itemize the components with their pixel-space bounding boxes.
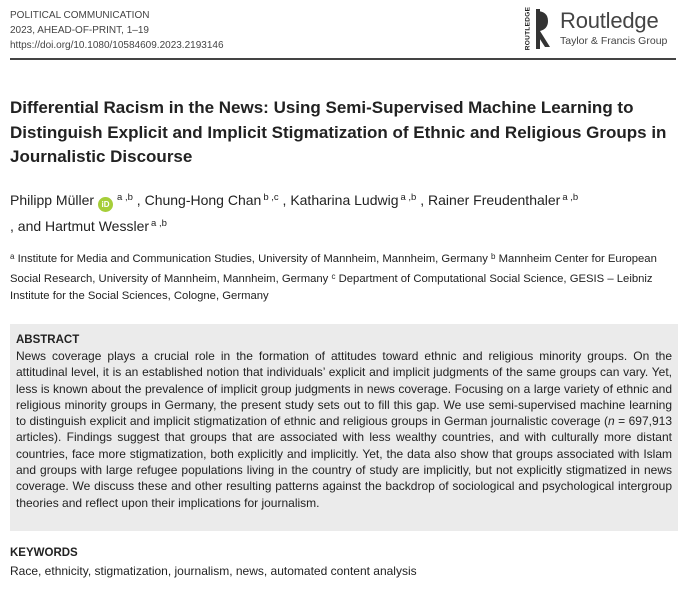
affiliation-a: Institute for Media and Communication Studies, University of Mannheim, Mannheim, Germany [17,253,488,265]
journal-info [10,8,224,53]
keywords-list: Race, ethnicity, stigmatization, journalism, news, automated content analysis [10,564,417,578]
author-name[interactable]: Hartmut Wessler [45,218,150,234]
author-affil-marks: a ,b [400,192,417,203]
affiliation-c: Department of Computational Social Science, GESIS – Leibniz Institute for the Social Sciences, Cologne, Germany [10,273,653,302]
keywords-heading: KEYWORDS [10,547,78,559]
affiliations: $^a$ Institute for Media and Communication Studies, University of Mannheim, Mannheim, Germany $^b$ Mannheim Center for European Social Research, University of Mannheim, Mannheim, Germany $^c$ Department of Computational Social Science, GESIS – Leibniz Institute for the Social Sciences, Cologne, Germany [10,252,657,302]
author-name[interactable]: Philipp Müller [10,192,95,208]
keywords-section [10,545,417,578]
journal-name: POLITICAL COMMUNICATION [10,10,150,21]
article-title: Differential Racism in the News: Using Semi-Supervised Machine Learning to Distinguish Explicit and Implicit Stigmatization of Ethnic and Religious Groups in Journalistic Discourse [10,98,667,166]
author-name[interactable]: Chung-Hong Chan [144,192,262,208]
author-name[interactable]: Rainer Freudenthaler [428,192,561,208]
routledge-logo-mark [532,7,554,52]
orcid-icon[interactable]: iD [98,197,113,212]
affiliation-b: Mannheim Center for European Social Research, University of Mannheim, Mannheim, Germany [10,253,657,285]
abstract-box [10,324,678,531]
publisher-brand: Routledge [560,8,659,33]
author-list: Philipp Müller iD$^{a ,b}$ , Chung-Hong Chan $^{b ,c}$ , Katharina Ludwig $^{a ,b}$ , Rainer Freudenthaler $^{a ,b}$ , and Hartmut Wessler $^{a ,b}$ [10,192,579,234]
journal-issue: 2023, AHEAD-OF-PRINT, 1–19 [10,25,149,36]
author-affil-marks: b ,c [263,192,279,203]
abstract-text: News coverage plays a crucial role in the formation of attitudes toward ethnic and religious minority groups. On the attitudinal level, it is an established notion that individuals’ explicit and implicit judgments of the same groups can vary. Yet, less is known about the prevalence of implicit group judgments in news coverage. Focusing on a large variety of ethnic and religious minority groups in Germany, the present study sets out to fill this gap. We use semi-supervised machine learning to distinguish explicit and implicit stigmatization of ethnic and religious groups in German journalistic coverage (n = 697,913 articles). Findings suggest that groups that are associated with less wealthy countries, and with culturally more distant countries, face more stigmatization, both explicitly and implicitly. Yet, the data also show that groups associated with Islam and groups with large refugee populations living in the country of study are implicitly, but not explicitly stigmatized in news coverage. We discuss these and other resulting patterns against the backdrop of sociological and psychological intergroup theories and reflect upon their implications for journalism. [16,349,673,510]
routledge-logo [522,7,682,52]
header-divider [10,58,676,60]
author-affil-marks: a ,b [562,192,579,203]
logo-vertical-text: ROUTLEDGE [524,6,532,51]
abstract-heading: ABSTRACT [16,334,80,346]
author-name[interactable]: Katharina Ludwig [290,192,399,208]
publisher-subtitle: Taylor & Francis Group [560,35,668,47]
doi-link[interactable]: https://doi.org/10.1080/10584609.2023.2193146 [10,40,224,51]
author-affil-marks: a ,b [151,218,167,229]
author-affil-marks: a ,b [117,192,133,203]
